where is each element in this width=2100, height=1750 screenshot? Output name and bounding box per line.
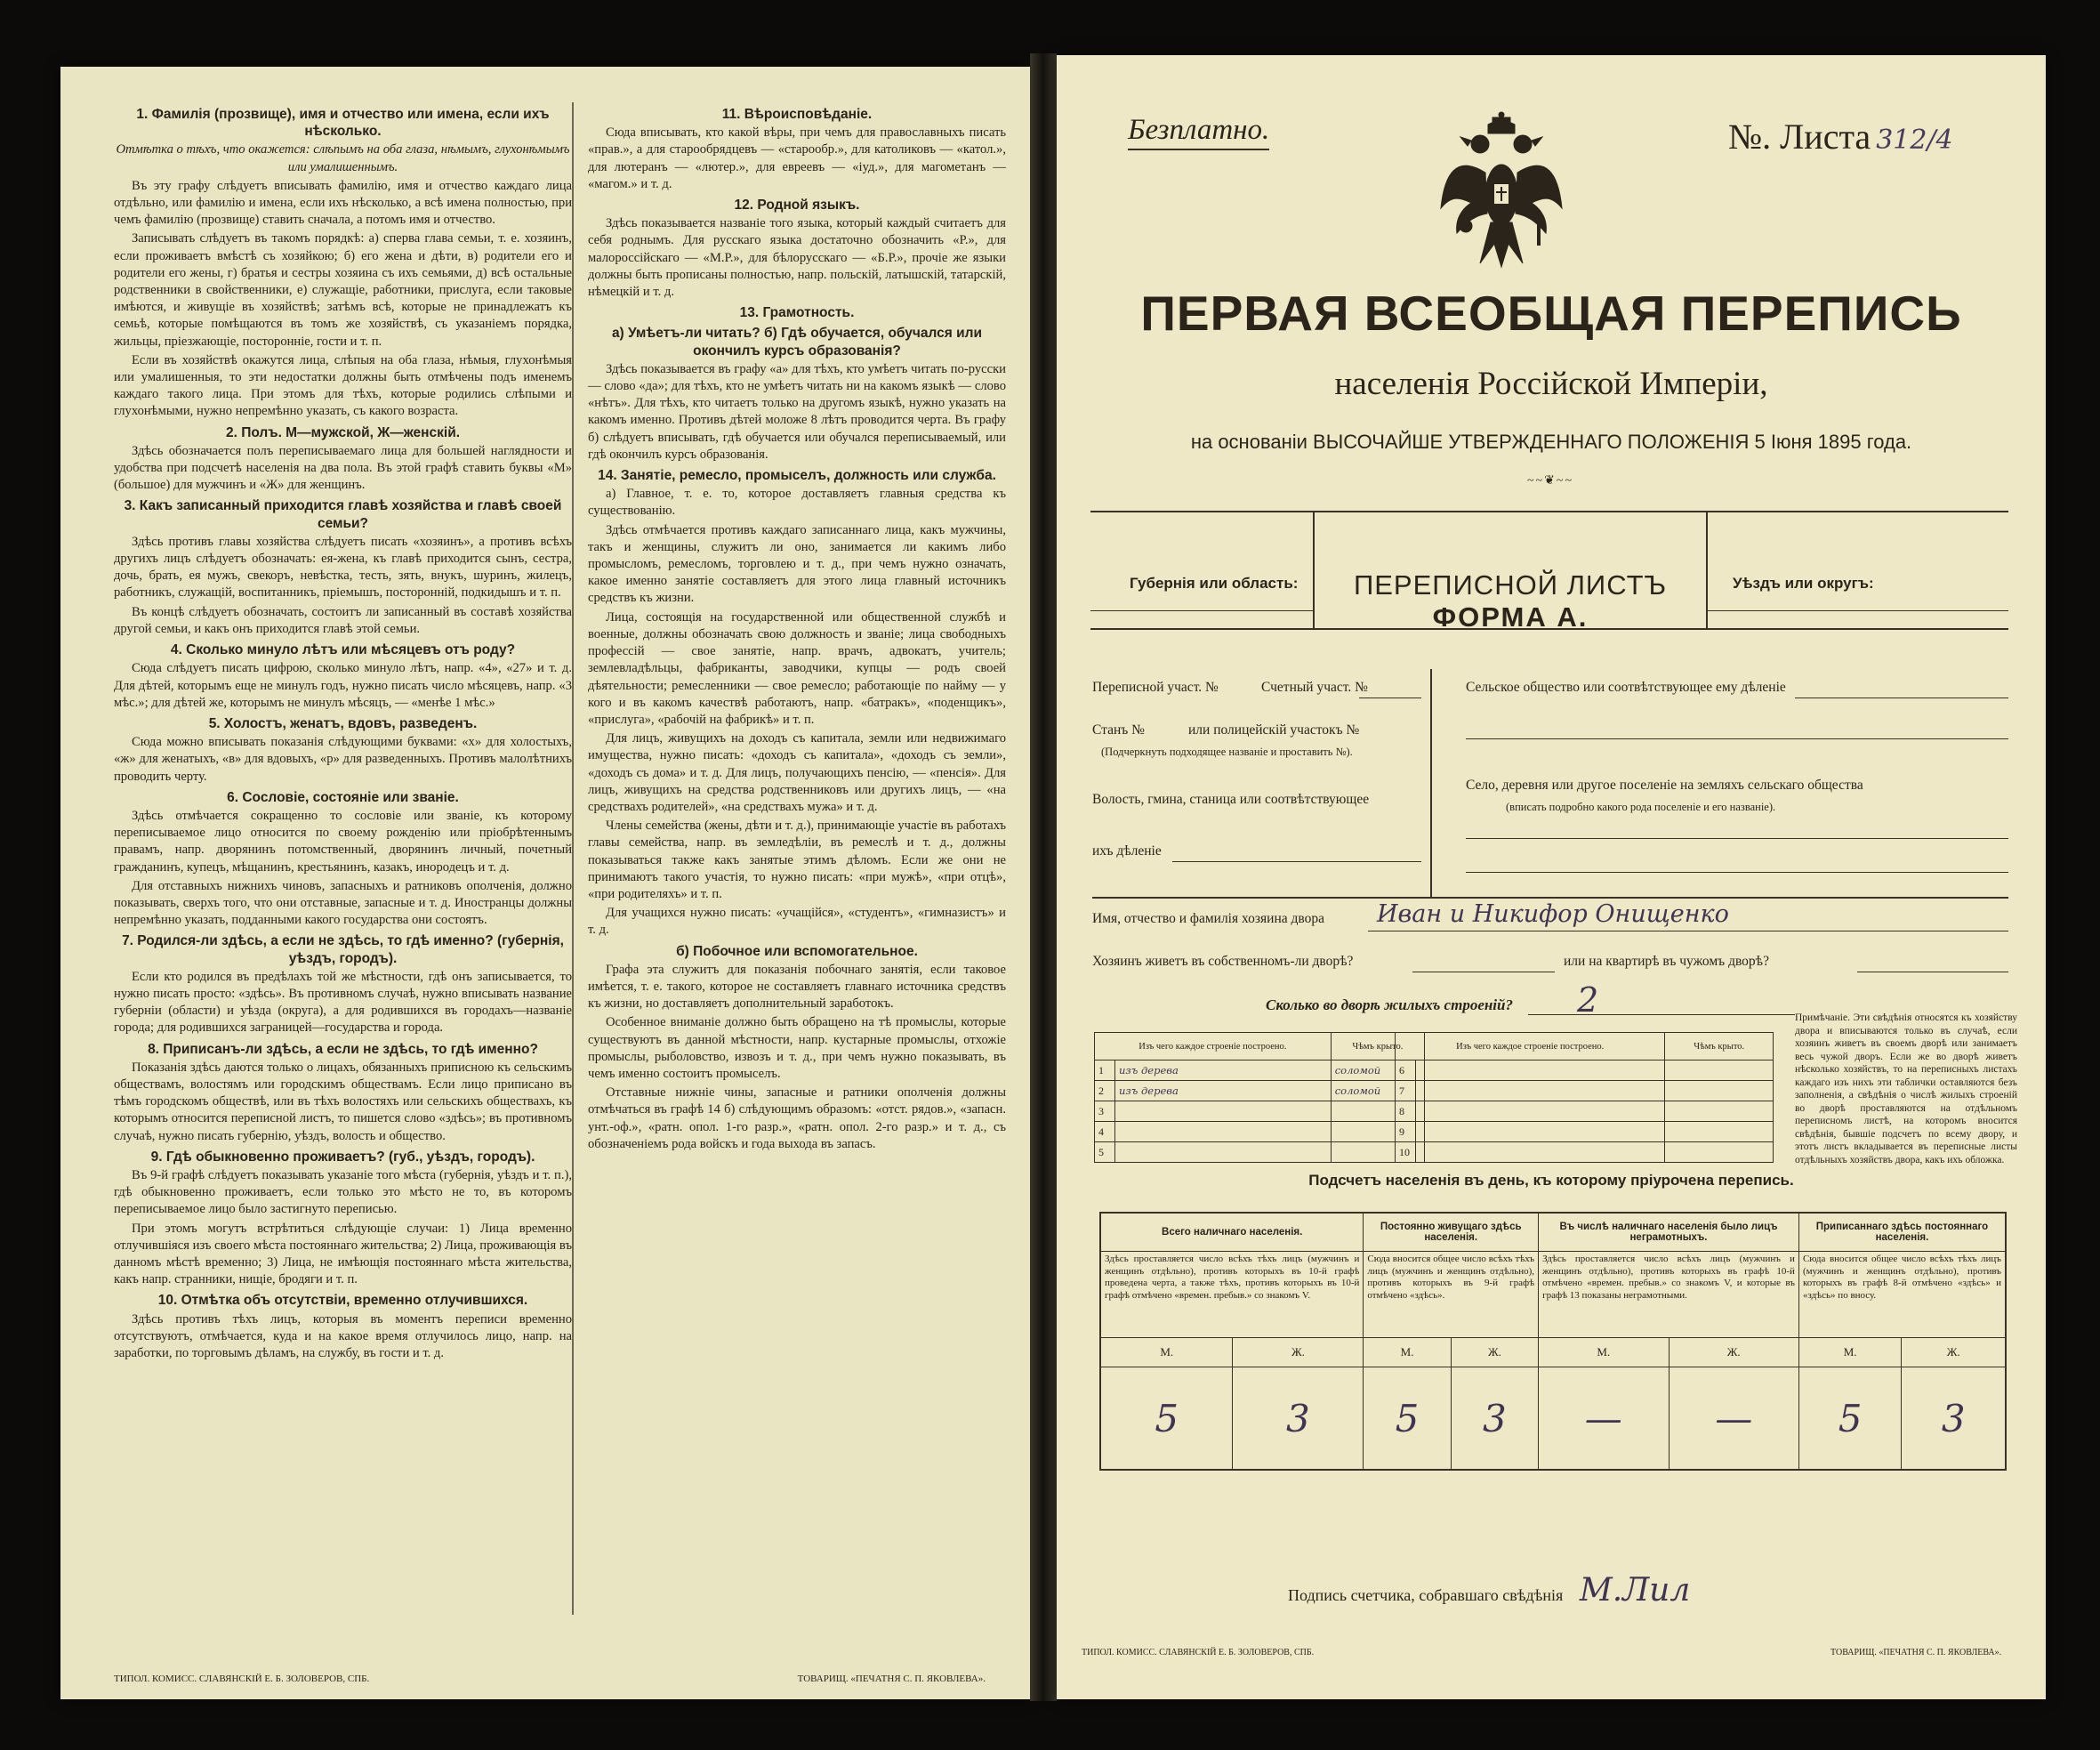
- section-heading: 9. Гдѣ обыкновенно проживаетъ? (губ., уѣздъ, городъ).: [150, 1149, 535, 1165]
- gubernia-line: [1090, 610, 1313, 611]
- building-roof: [1665, 1060, 1774, 1081]
- stan-note: (Подчеркнуть подходящее названіе и проставить №).: [1101, 746, 1353, 758]
- building-material: изъ дерева: [1115, 1060, 1332, 1081]
- enumerator-signature: [1288, 1572, 1690, 1609]
- building-row: [1396, 1081, 1774, 1101]
- building-row: [1095, 1142, 1425, 1163]
- left-footer-press: ТОВАРИЩ. «ПЕЧАТНЯ С. П. ЯКОВЛЕВА».: [797, 1673, 986, 1684]
- instruction-paragraph: Въ 9-й графѣ слѣдуетъ показывать указаніе того мѣста (губернія, уѣздъ и т. п.), гдѣ обыкновенно проживаетъ, если только это мѣсто не то, въ которомъ переписываемое лицо было застигнуто переписью.: [114, 1167, 572, 1217]
- double-headed-eagle-icon: [1439, 110, 1564, 270]
- instruction-paragraph: Здѣсь отмѣчается противъ каждаго записаннаго лица, какъ мужчины, такъ и женщины, служитъ ли оно, занимается ли какимъ либо промысломъ, ремесломъ, торговлею и т. д., при чемъ нужно означать, какое именно занятіе составляетъ для этого лица главный источникъ средствъ къ жизни.: [588, 522, 1006, 606]
- selo-line-1: [1466, 838, 2008, 839]
- census-subtitle: населенія Россійской Имперіи,: [1334, 366, 1768, 402]
- population-description: Здѣсь проставляется число всѣхъ лицъ (мужчинъ и женщинъ отдѣльно), противъ которыхъ въ графѣ 10-й отмѣчено «времен. пребыв.» со знакомъ V, и которые въ графѣ 13 показаны неграмотными.: [1539, 1252, 1799, 1338]
- instruction-paragraph: Показанія здѣсь даются только о лицахъ, обязанныхъ приписною къ сельскимъ обществамъ, волостямъ или городскимъ обществамъ. Если лицо приписано въ тѣмъ городскомъ обществѣ, или въ тѣхъ волостяхъ или сельскихъ обществахъ, къ которымъ относится переписной листъ, то пишется слово «здѣсь»; въ противномъ случаѣ, нужно писать губернію, уѣздъ, волость и общество.: [114, 1060, 572, 1143]
- building-number: 1: [1095, 1060, 1115, 1081]
- section-heading: 5. Холостъ, женатъ, вдовъ, разведенъ.: [208, 715, 478, 731]
- population-count-title: Подсчетъ населенія въ день, къ которому пріурочена перепись.: [1308, 1172, 1794, 1189]
- instruction-paragraph: Записывать слѣдуетъ въ такомъ порядкѣ: а) сперва глава семьи, т. е. хозяинъ, если проживаетъ вмѣстѣ съ хозяйкою; б) его жена и дѣти, в) родители его и родители его жены, г) братья и сестры хозяина съ ихъ семьями, д) всѣ остальные родственники в свойственники, е) служащіе, работники, прислуга, если таковые имѣются, и живущіе въ хозяйствѣ; затѣмъ всѣ, которые не принадлежатъ къ семьѣ, которые помѣщаются въ томъ же хозяйствѣ, съ указаніемъ порядка, жильцы, пріезжающіе, посторонніе, гости и т. п.: [114, 231, 572, 349]
- population-header: Всего наличнаго населенія.: [1100, 1213, 1364, 1252]
- instruction-paragraph: Члены семейства (жены, дѣти и т. д.), принимающіе участіе въ работахъ главы семейства, напр. въ земледѣліи, въ ремеслѣ и т. д., должны показываться также какъ занятые этимъ дѣломъ. Если же они не принимаютъ такого участія, то нужно писать: «при мужѣ», «при отцѣ», «при родителяхъ» и т. п.: [588, 819, 1006, 901]
- volost-label-2: ихъ дѣленіе: [1092, 843, 1162, 859]
- section-heading: 11. Вѣроисповѣданіе.: [721, 107, 873, 122]
- buildings-table-right: [1395, 1032, 1774, 1163]
- building-number: 3: [1095, 1101, 1115, 1122]
- right-footer-printer: ТИПОЛ. КОМИСС. СЛАВЯНСКІЙ Е. Б. ЗОЛОВЕРОВ, СПБ.: [1082, 1648, 1315, 1657]
- population-count-table: [1099, 1212, 2007, 1471]
- instruction-paragraph: Въ эту графу слѣдуетъ вписывать фамилію, имя и отчество каждаго лица отдѣльно, или фамилію и имена, если ихъ нѣсколько, а всѣ имена полностью, при чемъ фамилію (прозвище) ставить сначала, а потомъ имя и отчество.: [114, 178, 572, 228]
- instruction-paragraph: Сюда вписывать, кто какой вѣры, при чемъ для православныхъ писать «прав.», а для старообрядцевъ — «старообр.», для католиковъ — «катол.», для лютеранъ — «лютер.», для евреевъ — «іуд.», для магометанъ — «магом.» и т. д.: [588, 125, 1006, 191]
- section-heading: 8. Приписанъ-ли здѣсь, а если не здѣсь, то гдѣ именно?: [148, 1041, 538, 1057]
- police-uchast-label: или полицейскій участокъ №: [1188, 722, 1360, 738]
- building-roof: соломой: [1331, 1081, 1424, 1101]
- instruction-paragraph: Въ концѣ слѣдуетъ обозначать, состоитъ ли записанный въ составѣ хозяйства другой семьи, и какъ онъ приходится главѣ этой семьи.: [114, 604, 572, 636]
- population-count-value: 5: [1364, 1367, 1451, 1471]
- section-heading: 6. Сословіе, состояніе или званіе.: [227, 789, 459, 805]
- building-row: [1095, 1081, 1425, 1101]
- census-title: ПЕРВАЯ ВСЕОБЩАЯ ПЕРЕПИСЬ: [1140, 286, 1962, 341]
- section-heading: 12. Родной языкъ.: [734, 198, 860, 214]
- population-header: Постоянно живущаго здѣсь населенія.: [1364, 1213, 1539, 1252]
- section-heading: 1. Фамилія (прозвище), имя и отчество или имена, если ихъ нѣсколько.: [136, 107, 550, 140]
- section-heading: 7. Родился-ли здѣсь, а если не здѣсь, то гдѣ именно? (губернія, уѣздъ, городъ).: [122, 933, 564, 966]
- section-heading: 2. Полъ. М—мужской, Ж—женскій.: [225, 424, 461, 440]
- sex-label: М.: [1364, 1338, 1451, 1367]
- building-material: изъ дерева: [1115, 1081, 1332, 1101]
- building-number: 6: [1396, 1060, 1416, 1081]
- section-heading: 14. Занятіе, ремесло, промыселъ, должность или служба.: [598, 468, 996, 484]
- building-row: [1396, 1142, 1774, 1163]
- instruction-paragraph: а) Главное, т. е. то, которое доставляетъ главныя средства къ существованію.: [588, 487, 1006, 519]
- selo-line-2: [1466, 872, 2008, 873]
- section-heading: а) Умѣетъ-ли читать? б) Гдѣ обучается, обучался или окончилъ курсъ образованія?: [611, 326, 983, 359]
- ornament-divider: ~~❦~~: [1526, 474, 1574, 488]
- instruction-paragraph: Сюда слѣдуетъ писать цифрою, сколько минуло лѣтъ, напр. «4», «27» и т. д. Для дѣтей, которымъ еще не минулъ годъ, нужно писать число мѣсяцевъ, напр. «3 мѣс.»; для дѣтей же, которымъ не минулъ мѣсяцъ, — «менѣе 1 мѣс.»: [114, 661, 572, 710]
- form-name: ФОРМА А.: [1432, 601, 1589, 633]
- building-roof: [1665, 1101, 1774, 1122]
- sex-label: М.: [1798, 1338, 1901, 1367]
- instruction-paragraph: Здѣсь противъ главы хозяйства слѣдуетъ писать «хозяинъ», а противъ всѣхъ другихъ лицъ слѣдуетъ обозначать: ея-жена, къ главѣ приходится сынъ, сестра, дочь, брать, ея мужъ, свекоръ, невѣстка, тесть, зять, внукъ, шуринъ, жилецъ, работникъ, служащій, воспитанникъ, пріемышъ, посторонній, подкидышъ и т. п.: [114, 534, 572, 601]
- building-material: [1115, 1101, 1332, 1122]
- uezd-label: Уѣздъ или округъ:: [1733, 575, 1874, 592]
- signature-handwritten: М.Лил: [1579, 1572, 1691, 1609]
- building-roof: [1665, 1081, 1774, 1101]
- building-row: [1396, 1060, 1774, 1081]
- building-material: [1416, 1142, 1665, 1163]
- instruction-paragraph: Лица, состоящія на государственной или общественной службѣ и военные, должны обозначать свою должность и званіе; лица свободныхъ профессій — свое занятіе, напр. врачъ, адвокатъ, учитель; землевладѣльцы, фабриканты, заводчики, купцы — родъ своей дѣятельности; ремесленники — свое ремесло; работающіе по найму — у кого и въ какомъ качествѣ работаютъ, напр. «батракъ», «поденщикъ», «прислуга», «рабочій на фабрикѣ» и т. п.: [588, 609, 1006, 727]
- sheet-number-label: №. Листа: [1728, 117, 1871, 157]
- selskoe-line-2: [1466, 738, 2008, 739]
- volost-line: [1172, 861, 1421, 862]
- schet-uchast-label: Счетный участ. №: [1261, 680, 1368, 695]
- section-heading: 10. Отмѣтка объ отсутствіи, временно отлучившихся.: [157, 1293, 528, 1309]
- census-form-page: [1057, 55, 2046, 1699]
- selo-note: (вписать подробно какого рода поселеніе и его названіе).: [1506, 801, 1776, 813]
- buildings-question: Сколько во дворѣ жилыхъ строеній?: [1266, 996, 1513, 1013]
- building-material: [1416, 1081, 1665, 1101]
- section-heading: 4. Сколько минуло лѣтъ или мѣсяцевъ отъ роду?: [170, 642, 516, 658]
- instruction-paragraph: Здѣсь противъ тѣхъ лицъ, которыя въ моментъ переписи временно отсутствуютъ, отмѣчается, куда и на какое время отлучилось лицо, напр. на заработки, по торговымъ дѣламъ, на службу, въ гости и т. д.: [114, 1311, 572, 1361]
- lives-own-label: Хозяинъ живетъ въ собственномъ-ли дворѣ?: [1092, 954, 1354, 969]
- population-header: Приписаннаго здѣсь постояннаго населенія.: [1798, 1213, 2006, 1252]
- building-roof: [1665, 1142, 1774, 1163]
- gubernia-cell: [1090, 512, 1313, 628]
- region-box: [1090, 511, 2008, 633]
- population-count-value: 5: [1100, 1367, 1233, 1471]
- uezd-cell: [1706, 512, 2008, 628]
- building-material: [1115, 1142, 1332, 1163]
- gubernia-label: Губернія или область:: [1130, 575, 1299, 592]
- building-number: 2: [1095, 1081, 1115, 1101]
- population-count-value: —: [1669, 1367, 1798, 1471]
- owner-name-handwritten: Иван и Никифор Онищенко: [1377, 900, 1729, 928]
- buildings-col-material: Изъ чего каждое строеніе построено.: [1095, 1033, 1332, 1060]
- building-material: [1416, 1101, 1665, 1122]
- left-page-instructions: [60, 67, 1030, 1699]
- form-title: ПЕРЕПИСНОЙ ЛИСТЪ: [1353, 569, 1668, 601]
- perepis-uchast-label: Переписной участ. №: [1092, 680, 1219, 695]
- buildings-line: [1528, 1014, 1795, 1015]
- sex-label: Ж.: [1451, 1338, 1538, 1367]
- instructions-column-2: [572, 102, 1006, 1615]
- owner-label: Имя, отчество и фамилія хозяина двора: [1092, 911, 1324, 926]
- selo-label: Село, деревня или другое поселеніе на земляхъ сельскаго общества: [1466, 778, 1863, 793]
- instruction-paragraph: Если кто родился въ предѣлахъ той же мѣстности, гдѣ онъ записывается, то нужно писать просто: «здѣсь». Въ противномъ случаѣ, нужно вписывать название губерніи (области) и уѣзда (округа), а для родившихся въ городахъ—названіе города; для родившихся заграницей—государства и города.: [114, 969, 572, 1036]
- buildings-col-roof-2: Чѣмъ крыто.: [1665, 1033, 1774, 1060]
- population-description: Сюда вносится общее число всѣхъ тѣхъ лицъ (мужчинъ и женщинъ отдѣльно), противъ которыхъ въ 9-й графѣ отмѣчено «здѣсь».: [1364, 1252, 1539, 1338]
- section-heading: 3. Какъ записанный приходится главѣ хозяйства и главѣ своей семьи?: [124, 498, 562, 531]
- sheet-number-handwritten: 312/4: [1876, 125, 1953, 156]
- population-header: Въ числѣ наличнаго населенія было лицъ неграмотныхъ.: [1539, 1213, 1799, 1252]
- population-count-value: —: [1539, 1367, 1669, 1471]
- building-number: 7: [1396, 1081, 1416, 1101]
- book-spine: [1030, 53, 1057, 1701]
- instructions-column-1: [114, 102, 572, 1364]
- building-roof: [1665, 1122, 1774, 1142]
- instruction-paragraph: Сюда можно вписывать показанія слѣдующими буквами: «х» для холостыхъ, «ж» для женатыхъ, «в» для вдовыхъ, «р» для разведенныхъ. Противъ малолѣтнихъ проводить черту.: [114, 735, 572, 784]
- population-count-value: 3: [1902, 1367, 2006, 1471]
- instruction-paragraph: Отмѣтка о тѣхъ, что окажется: слѣпымъ на оба глаза, нѣмымъ, глухонѣмымъ или умалишеннымъ.: [116, 142, 570, 174]
- building-row: [1396, 1122, 1774, 1142]
- building-number: 4: [1095, 1122, 1115, 1142]
- volost-label: Волость, гмина, станица или соотвѣтствующее: [1092, 792, 1370, 807]
- instruction-paragraph: Для отставныхъ нижнихъ чиновъ, запасныхъ и ратниковъ ополченія, должно показывать, сверхъ того, что они отставные, запасные и т. д. Иностранцы должны непремѣнно указать, подданными какого государства они состоятъ.: [114, 878, 572, 928]
- locality-divider: [1430, 669, 1432, 897]
- building-number: 10: [1396, 1142, 1416, 1163]
- building-material: [1416, 1122, 1665, 1142]
- population-description: Здѣсь проставляется число всѣхъ тѣхъ лицъ (мужчинъ и женщинъ отдѣльно), противъ которыхъ въ 10-й графѣ проведена черта, а также тѣхъ, противъ которыхъ въ 10-й графѣ отмѣчено «времен. пребыв.» со знакомъ V.: [1100, 1252, 1364, 1338]
- population-count-value: 3: [1233, 1367, 1364, 1471]
- stan-label: Станъ №: [1092, 722, 1145, 738]
- instruction-paragraph: Здѣсь показывается названіе того языка, который каждый считаетъ для себя роднымъ. Для русскаго языка достаточно обозначить «Р.», для малороссійскаго — «М.Р.», для бѣлорусскаго — «Б.Р.», прочіе же языки должны быть прописаны полностью, напр. польскій, латышскій, татарскій, нѣмецкій и т. д.: [588, 216, 1006, 300]
- lives-rent-label: или на квартирѣ въ чужомъ дворѣ?: [1564, 954, 1769, 969]
- population-description: Сюда вносится общее число всѣхъ тѣхъ лицъ (мужчинъ и женщинъ отдѣльно), противъ которыхъ въ графѣ 8-й отмѣчено «здѣсь» и «здѣсь» по вносу.: [1798, 1252, 2006, 1338]
- section-heading: 13. Грамотность.: [739, 305, 855, 321]
- building-number: 9: [1396, 1122, 1416, 1142]
- free-label: Безплатно.: [1128, 114, 1269, 150]
- building-row: [1095, 1060, 1425, 1081]
- building-roof: соломой: [1331, 1060, 1424, 1081]
- form-title-cell: [1313, 512, 1708, 633]
- buildings-count-handwritten: 2: [1577, 980, 1599, 1020]
- building-row: [1095, 1101, 1425, 1122]
- instruction-paragraph: Для учащихся нужно писать: «учащійся», «студентъ», «гимназистъ» и т. д.: [588, 906, 1006, 938]
- instruction-paragraph: Особенное вниманіе должно быть обращено на тѣ промыслы, которые существуютъ въ данной мѣстности, напр. кустарные промыслы, отхожіе промыслы, рыболовство, извозъ и т. д., при чемъ нужно показывать, въ чемъ именно состоитъ промыселъ.: [588, 1015, 1006, 1081]
- building-number: 8: [1396, 1101, 1416, 1122]
- instruction-paragraph: Отставные нижніе чины, запасные и ратники ополченія должны отмѣчаться въ графѣ 14 б) слѣдующимъ образомъ: «отст. рядов.», «запасн. унт.-оф.», «ратн. опол. 1-го разр.», «ратн. опол. 2-го разр.» и т. д., съ обозначеніемъ рода войскъ и года выхода въ запасъ.: [588, 1085, 1006, 1151]
- instruction-paragraph: При этомъ могутъ встрѣтиться слѣдующіе случаи: 1) Лица временно отлучившіяся изъ своего мѣста постояннаго жительства; 2) Лица, проживающія въ данномъ мѣстѣ временно; 3) Лица, не имѣющія постояннаго мѣста жительства, какъ напр. странники, нищіе, бродяги и т. п.: [114, 1221, 572, 1287]
- sex-label: Ж.: [1902, 1338, 2006, 1367]
- sex-label: Ж.: [1669, 1338, 1798, 1367]
- population-count-value: 3: [1451, 1367, 1538, 1471]
- building-row: [1095, 1122, 1425, 1142]
- sheet-number: [1728, 116, 1953, 157]
- instruction-paragraph: Графа эта служитъ для показанія побочнаго занятія, если таковое имѣется, т. е. такого, которое не составляетъ главнаго источника средствъ къ жизни, но доставляетъ дополнительный заработокъ.: [588, 962, 1006, 1012]
- sex-label: Ж.: [1233, 1338, 1364, 1367]
- instruction-paragraph: Для лицъ, живущихъ на доходъ съ капитала, земли или недвижимаго имущества, нужно писать: «доходъ съ капитала», «доходъ съ земли», «доходъ съ дома» и т. д. Для лицъ, получающихъ пенсію, — «пенсія». Для лицъ, живущихъ на средства родственниковъ или другихъ лицъ, — «на средствахъ родителей», «на средствахъ мужа» и т. д.: [588, 731, 1006, 814]
- left-page-footer: [114, 1673, 986, 1684]
- uezd-line: [1706, 610, 2008, 611]
- building-row: [1396, 1101, 1774, 1122]
- sex-label: М.: [1539, 1338, 1669, 1367]
- right-footer-press: ТОВАРИЩ. «ПЕЧАТНЯ С. П. ЯКОВЛЕВА».: [1830, 1648, 2002, 1657]
- buildings-table-left: [1094, 1032, 1425, 1163]
- building-material: [1416, 1060, 1665, 1081]
- instruction-paragraph: Если въ хозяйствѣ окажутся лица, слѣпыя на оба глаза, нѣмыя, глухонѣмыя или умалишенныя, то эти недостатки должны быть отмѣчены подъ именемъ каждаго такого лица. При этомъ для тѣхъ, которые родились слѣпыми и глухонѣмыми, нужно непремѣнно указать, съ какого возраста.: [114, 352, 572, 419]
- selskoe-label: Сельское общество или соотвѣтствующее ему дѣленіе: [1466, 680, 1786, 695]
- buildings-note: Примѣчаніе. Эти свѣдѣнія относятся къ хозяйству двора и вписываются только въ случаѣ, если хозяинъ живетъ въ своемъ дворѣ или занимаетъ весь чужой дворъ. Если же во дворѣ живетъ нѣсколько хозяйствъ, то на переписныхъ листахъ каждаго изъ нихъ эти таблички оставляются безъ заполненія, а свѣдѣнія о числѣ жилыхъ строеній во дворѣ проставляются на отдѣльномъ переписномъ листѣ, на которомъ вносится свѣдѣнія, бывшіе подсчетъ по всему двору, и этотъ листъ вкладывается въ переписные листы отдѣльныхъ хозяйствъ двора, какъ ихъ обложка.: [1795, 1012, 2017, 1165]
- instruction-paragraph: Здѣсь показывается въ графу «а» для тѣхъ, кто умѣетъ читать по-русски — слово «да»; для тѣхъ, кто не умѣетъ читать ни на какомъ языкѣ — слово «нѣтъ». Для тѣхъ, кто читаетъ только на другомъ языкѣ, нужно указать на какомъ именно. Противъ дѣтей моложе 8 лѣтъ проводится черта. Въ графу б) слѣдуетъ вписывать, гдѣ обучается или обучался переписываемый, или гдѣ окончилъ курсъ образованія.: [588, 361, 1006, 462]
- census-legal-basis: на основаніи ВЫСОЧАЙШЕ УТВЕРЖДЕННАГО ПОЛОЖЕНІЯ 5 Іюня 1895 года.: [1190, 431, 1912, 453]
- buildings-col-roof: Чѣмъ крыто.: [1331, 1033, 1424, 1060]
- signature-label: Подпись счетчика, собравшаго свѣдѣнія: [1288, 1586, 1564, 1604]
- section-heading: б) Побочное или вспомогательное.: [676, 943, 918, 959]
- instruction-paragraph: Здѣсь обозначается полъ переписываемаго лица для большей наглядности и удобства при подсчетѣ населенія на два пола. Въ этой графѣ ставить буквы «М» (большое) для мужчинъ и «Ж» для женщинъ.: [114, 443, 572, 493]
- building-material: [1115, 1122, 1332, 1142]
- sex-label: М.: [1100, 1338, 1233, 1367]
- buildings-col-material-2: Изъ чего каждое строеніе построено.: [1396, 1033, 1665, 1060]
- left-footer-printer: ТИПОЛ. КОМИСС. СЛАВЯНСКІЙ Е. Б. ЗОЛОВЕРОВ, СПБ.: [114, 1673, 370, 1684]
- building-number: 5: [1095, 1142, 1115, 1163]
- locality-bottom-rule: [1092, 897, 2008, 899]
- instruction-paragraph: Здѣсь отмѣчается сокращенно то сословіе или званіе, къ которому переписываемое лицо относится по своему рожденію или пріобрѣтеннымъ правамъ, напр. дворянинъ потомственный, дворянинъ личный, почетный гражданинъ, купецъ, мѣщанинъ, крестьянинъ, казакъ, инородецъ и т. д.: [114, 808, 572, 875]
- population-count-value: 5: [1798, 1367, 1901, 1471]
